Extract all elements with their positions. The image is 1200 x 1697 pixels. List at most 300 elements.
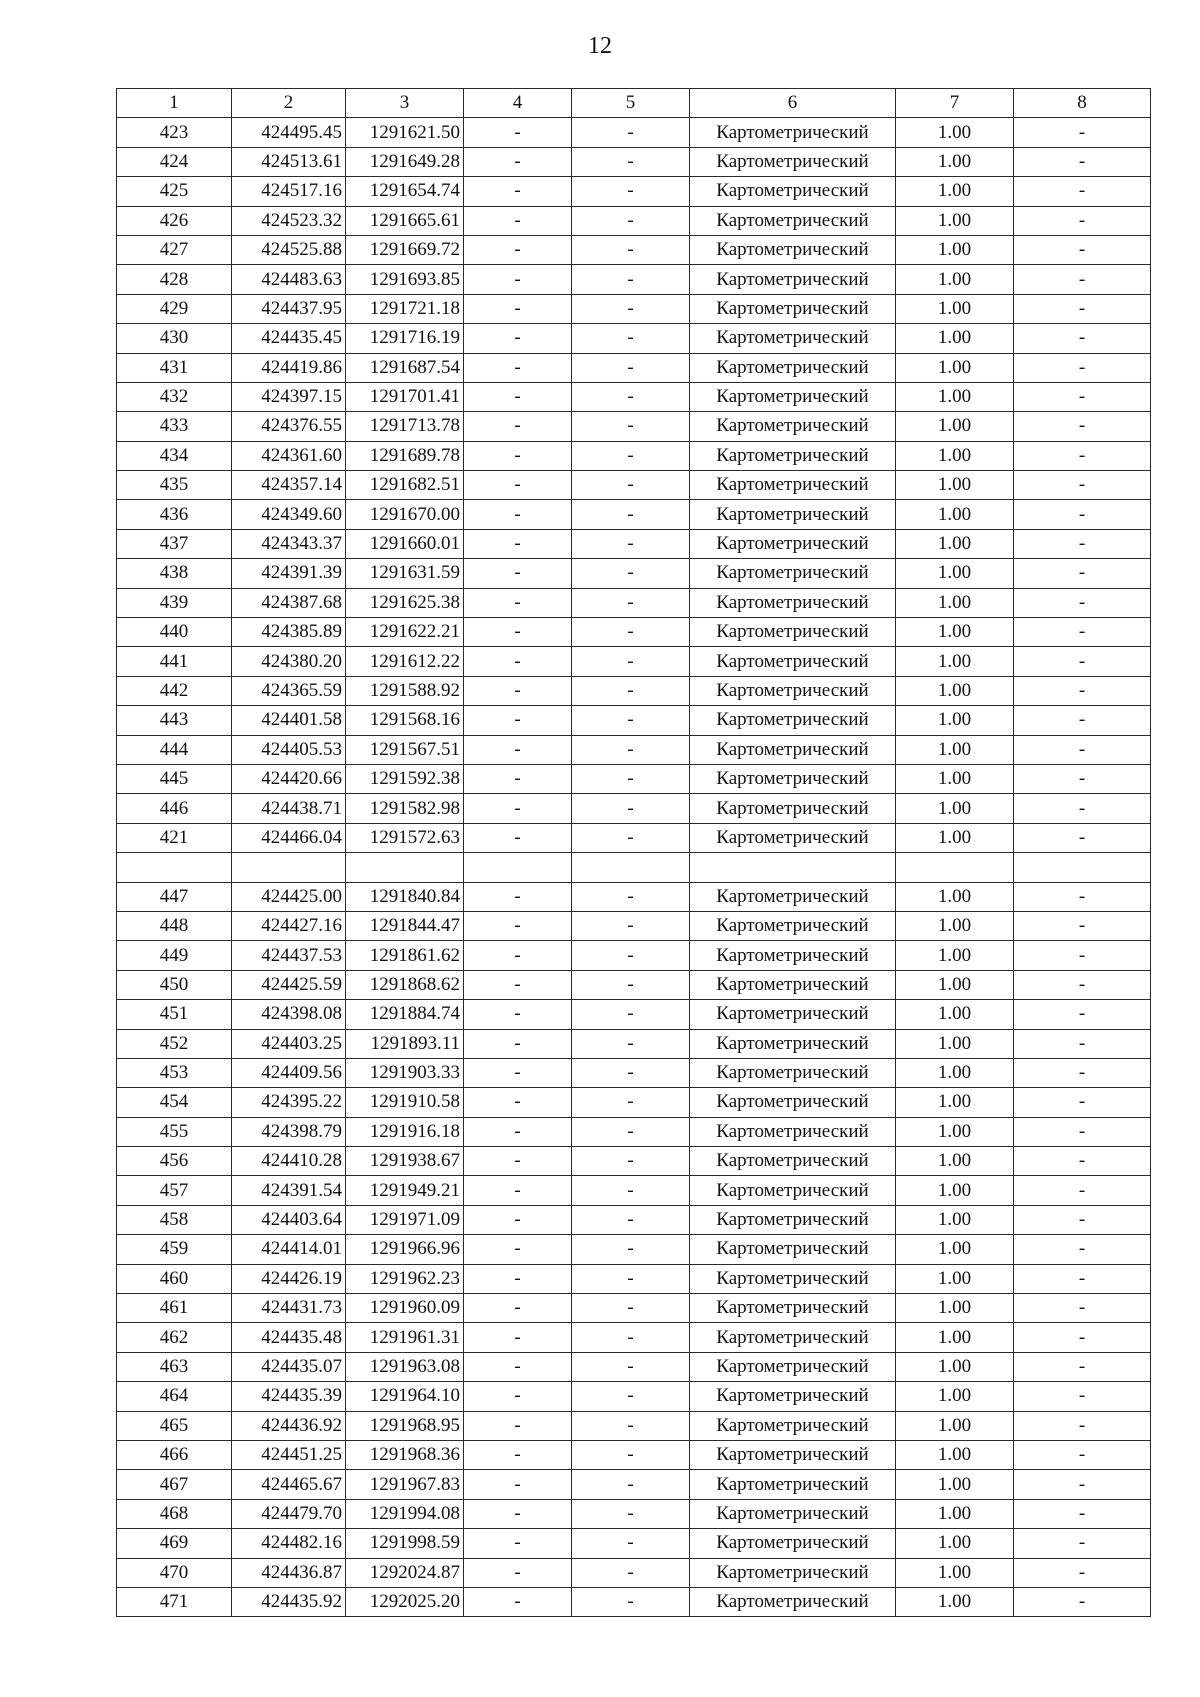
cell-x-coordinate: 424466.04	[232, 823, 346, 852]
cell-y-coordinate: 1291966.96	[346, 1235, 464, 1264]
table-row	[117, 177, 1151, 206]
table-row	[117, 1470, 1151, 1499]
table-row	[117, 1000, 1151, 1029]
cell-method: Картометрический	[690, 647, 896, 676]
table-row	[117, 294, 1151, 323]
cell-method: Картометрический	[690, 794, 896, 823]
cell-point-number: 461	[117, 1294, 232, 1323]
cell-y-coordinate: 1291568.16	[346, 706, 464, 735]
cell-accuracy: 1.00	[896, 1058, 1014, 1087]
cell-x-coordinate: 424482.16	[232, 1529, 346, 1558]
cell-y-coordinate: 1291693.85	[346, 265, 464, 294]
cell-col-4: -	[464, 1117, 572, 1146]
cell-method: Картометрический	[690, 1088, 896, 1117]
cell-method: Картометрический	[690, 941, 896, 970]
cell-col-4: -	[464, 324, 572, 353]
cell-y-coordinate: 1291716.19	[346, 324, 464, 353]
cell-accuracy: 1.00	[896, 941, 1014, 970]
cell-accuracy: 1.00	[896, 911, 1014, 940]
cell-x-coordinate: 424349.60	[232, 500, 346, 529]
cell-col-5: -	[572, 1058, 690, 1087]
cell-col-5: -	[572, 1235, 690, 1264]
cell-x-coordinate: 424385.89	[232, 618, 346, 647]
table-row	[117, 1294, 1151, 1323]
cell-y-coordinate	[346, 853, 464, 882]
cell-accuracy: 1.00	[896, 500, 1014, 529]
cell-x-coordinate: 424398.79	[232, 1117, 346, 1146]
cell-x-coordinate: 424451.25	[232, 1440, 346, 1469]
cell-y-coordinate: 1291884.74	[346, 1000, 464, 1029]
cell-col-8: -	[1014, 1117, 1151, 1146]
cell-y-coordinate: 1291689.78	[346, 441, 464, 470]
cell-col-5: -	[572, 1117, 690, 1146]
cell-col-5: -	[572, 353, 690, 382]
table-row	[117, 1058, 1151, 1087]
cell-y-coordinate: 1291567.51	[346, 735, 464, 764]
table-row	[117, 1382, 1151, 1411]
cell-method: Картометрический	[690, 1323, 896, 1352]
cell-method: Картометрический	[690, 118, 896, 147]
cell-col-4: -	[464, 382, 572, 411]
cell-col-8: -	[1014, 882, 1151, 911]
cell-x-coordinate: 424414.01	[232, 1235, 346, 1264]
cell-accuracy: 1.00	[896, 147, 1014, 176]
cell-point-number: 446	[117, 794, 232, 823]
cell-method: Картометрический	[690, 1235, 896, 1264]
cell-method: Картометрический	[690, 441, 896, 470]
cell-x-coordinate: 424343.37	[232, 529, 346, 558]
cell-col-5: -	[572, 1411, 690, 1440]
cell-x-coordinate: 424435.07	[232, 1352, 346, 1381]
cell-y-coordinate: 1291861.62	[346, 941, 464, 970]
cell-col-8: -	[1014, 1382, 1151, 1411]
cell-col-5: -	[572, 1294, 690, 1323]
cell-col-5: -	[572, 147, 690, 176]
cell-y-coordinate: 1291949.21	[346, 1176, 464, 1205]
cell-x-coordinate: 424425.59	[232, 970, 346, 999]
cell-col-8: -	[1014, 324, 1151, 353]
table-row	[117, 1176, 1151, 1205]
cell-col-4: -	[464, 911, 572, 940]
cell-col-8: -	[1014, 1147, 1151, 1176]
table-row	[117, 1587, 1151, 1616]
cell-point-number: 443	[117, 706, 232, 735]
cell-point-number: 458	[117, 1205, 232, 1234]
cell-accuracy: 1.00	[896, 1264, 1014, 1293]
cell-col-8: -	[1014, 706, 1151, 735]
table-row	[117, 735, 1151, 764]
table-row	[117, 794, 1151, 823]
cell-col-4: -	[464, 1088, 572, 1117]
cell-point-number: 460	[117, 1264, 232, 1293]
cell-col-5: -	[572, 1499, 690, 1528]
cell-col-4: -	[464, 1147, 572, 1176]
table-row	[117, 382, 1151, 411]
cell-col-8: -	[1014, 794, 1151, 823]
cell-x-coordinate: 424420.66	[232, 764, 346, 793]
cell-col-8	[1014, 853, 1151, 882]
cell-accuracy: 1.00	[896, 1176, 1014, 1205]
cell-accuracy: 1.00	[896, 1029, 1014, 1058]
cell-col-4: -	[464, 1029, 572, 1058]
column-header-1: 1	[117, 89, 232, 118]
table-row	[117, 941, 1151, 970]
cell-col-8: -	[1014, 1205, 1151, 1234]
cell-col-8: -	[1014, 382, 1151, 411]
table-row	[117, 706, 1151, 735]
cell-y-coordinate: 1291582.98	[346, 794, 464, 823]
cell-method: Картометрический	[690, 1440, 896, 1469]
table-row	[117, 265, 1151, 294]
cell-x-coordinate: 424419.86	[232, 353, 346, 382]
cell-point-number: 469	[117, 1529, 232, 1558]
cell-method: Картометрический	[690, 177, 896, 206]
cell-col-4: -	[464, 118, 572, 147]
cell-method	[690, 853, 896, 882]
cell-accuracy: 1.00	[896, 559, 1014, 588]
cell-col-5: -	[572, 529, 690, 558]
cell-col-5	[572, 853, 690, 882]
cell-col-8: -	[1014, 941, 1151, 970]
cell-method: Картометрический	[690, 147, 896, 176]
cell-col-5: -	[572, 294, 690, 323]
cell-col-8: -	[1014, 1294, 1151, 1323]
cell-col-5: -	[572, 1323, 690, 1352]
cell-method: Картометрический	[690, 1470, 896, 1499]
table-row	[117, 911, 1151, 940]
cell-x-coordinate: 424525.88	[232, 235, 346, 264]
cell-col-8: -	[1014, 1029, 1151, 1058]
cell-col-8: -	[1014, 676, 1151, 705]
cell-col-8: -	[1014, 735, 1151, 764]
cell-x-coordinate: 424403.64	[232, 1205, 346, 1234]
cell-accuracy: 1.00	[896, 1529, 1014, 1558]
cell-point-number: 425	[117, 177, 232, 206]
cell-col-4: -	[464, 177, 572, 206]
cell-point-number: 456	[117, 1147, 232, 1176]
cell-x-coordinate: 424435.48	[232, 1323, 346, 1352]
cell-col-8: -	[1014, 1587, 1151, 1616]
cell-x-coordinate: 424401.58	[232, 706, 346, 735]
cell-col-5: -	[572, 265, 690, 294]
cell-point-number: 463	[117, 1352, 232, 1381]
cell-accuracy: 1.00	[896, 265, 1014, 294]
cell-col-4: -	[464, 412, 572, 441]
cell-point-number: 470	[117, 1558, 232, 1587]
cell-col-8: -	[1014, 1529, 1151, 1558]
cell-point-number: 429	[117, 294, 232, 323]
cell-y-coordinate: 1291682.51	[346, 471, 464, 500]
cell-col-8: -	[1014, 911, 1151, 940]
cell-accuracy: 1.00	[896, 529, 1014, 558]
cell-col-5: -	[572, 235, 690, 264]
cell-point-number: 459	[117, 1235, 232, 1264]
cell-col-4: -	[464, 588, 572, 617]
cell-method: Картометрический	[690, 1294, 896, 1323]
table-row	[117, 1352, 1151, 1381]
cell-y-coordinate: 1291665.61	[346, 206, 464, 235]
cell-accuracy: 1.00	[896, 471, 1014, 500]
cell-point-number: 432	[117, 382, 232, 411]
cell-y-coordinate: 1292024.87	[346, 1558, 464, 1587]
cell-point-number: 471	[117, 1587, 232, 1616]
cell-col-4: -	[464, 1323, 572, 1352]
cell-col-4: -	[464, 1558, 572, 1587]
cell-x-coordinate: 424435.92	[232, 1587, 346, 1616]
cell-method: Картометрический	[690, 412, 896, 441]
cell-point-number: 464	[117, 1382, 232, 1411]
cell-col-8: -	[1014, 529, 1151, 558]
cell-y-coordinate: 1291625.38	[346, 588, 464, 617]
cell-accuracy: 1.00	[896, 823, 1014, 852]
cell-y-coordinate: 1291721.18	[346, 294, 464, 323]
cell-method: Картометрический	[690, 235, 896, 264]
cell-accuracy: 1.00	[896, 1352, 1014, 1381]
cell-y-coordinate: 1291670.00	[346, 500, 464, 529]
column-header-3: 3	[346, 89, 464, 118]
cell-col-4: -	[464, 1176, 572, 1205]
cell-point-number: 426	[117, 206, 232, 235]
cell-col-8: -	[1014, 1235, 1151, 1264]
cell-y-coordinate: 1291572.63	[346, 823, 464, 852]
table-row	[117, 1264, 1151, 1293]
cell-point-number: 433	[117, 412, 232, 441]
cell-accuracy: 1.00	[896, 177, 1014, 206]
cell-col-4: -	[464, 1587, 572, 1616]
cell-method: Картометрический	[690, 1352, 896, 1381]
cell-col-4	[464, 853, 572, 882]
cell-point-number: 445	[117, 764, 232, 793]
cell-accuracy: 1.00	[896, 324, 1014, 353]
cell-method: Картометрический	[690, 1029, 896, 1058]
cell-col-5: -	[572, 177, 690, 206]
cell-col-5: -	[572, 706, 690, 735]
cell-col-5: -	[572, 1264, 690, 1293]
cell-col-5: -	[572, 1088, 690, 1117]
cell-col-8: -	[1014, 412, 1151, 441]
cell-col-5: -	[572, 1176, 690, 1205]
table-row	[117, 500, 1151, 529]
cell-y-coordinate: 1291994.08	[346, 1499, 464, 1528]
cell-point-number: 440	[117, 618, 232, 647]
cell-col-5: -	[572, 911, 690, 940]
cell-col-8: -	[1014, 970, 1151, 999]
table-row	[117, 618, 1151, 647]
cell-col-8: -	[1014, 1058, 1151, 1087]
cell-col-8: -	[1014, 1088, 1151, 1117]
table-row	[117, 1088, 1151, 1117]
cell-y-coordinate: 1291961.31	[346, 1323, 464, 1352]
cell-y-coordinate: 1291960.09	[346, 1294, 464, 1323]
cell-method: Картометрический	[690, 735, 896, 764]
cell-method: Картометрический	[690, 911, 896, 940]
cell-accuracy: 1.00	[896, 794, 1014, 823]
cell-y-coordinate: 1291713.78	[346, 412, 464, 441]
cell-method: Картометрический	[690, 1058, 896, 1087]
cell-col-4: -	[464, 471, 572, 500]
cell-x-coordinate: 424479.70	[232, 1499, 346, 1528]
cell-x-coordinate: 424376.55	[232, 412, 346, 441]
cell-accuracy: 1.00	[896, 1411, 1014, 1440]
cell-col-8: -	[1014, 1440, 1151, 1469]
cell-col-5: -	[572, 941, 690, 970]
cell-method: Картометрический	[690, 500, 896, 529]
table-row	[117, 1411, 1151, 1440]
cell-col-8: -	[1014, 1352, 1151, 1381]
cell-x-coordinate	[232, 853, 346, 882]
cell-accuracy: 1.00	[896, 1147, 1014, 1176]
cell-accuracy: 1.00	[896, 735, 1014, 764]
cell-col-8: -	[1014, 1000, 1151, 1029]
cell-method: Картометрический	[690, 294, 896, 323]
cell-col-5: -	[572, 1529, 690, 1558]
cell-y-coordinate: 1291660.01	[346, 529, 464, 558]
cell-col-8: -	[1014, 265, 1151, 294]
cell-point-number: 457	[117, 1176, 232, 1205]
cell-col-4: -	[464, 1205, 572, 1234]
cell-x-coordinate: 424365.59	[232, 676, 346, 705]
cell-col-4: -	[464, 1411, 572, 1440]
cell-col-4: -	[464, 618, 572, 647]
cell-x-coordinate: 424435.45	[232, 324, 346, 353]
cell-col-5: -	[572, 823, 690, 852]
cell-col-4: -	[464, 794, 572, 823]
cell-point-number: 434	[117, 441, 232, 470]
cell-col-4: -	[464, 882, 572, 911]
table-row	[117, 1205, 1151, 1234]
table-row	[117, 147, 1151, 176]
cell-y-coordinate: 1291622.21	[346, 618, 464, 647]
table-row	[117, 823, 1151, 852]
cell-accuracy: 1.00	[896, 441, 1014, 470]
cell-y-coordinate: 1291701.41	[346, 382, 464, 411]
cell-point-number: 452	[117, 1029, 232, 1058]
cell-accuracy: 1.00	[896, 588, 1014, 617]
cell-method: Картометрический	[690, 559, 896, 588]
cell-method: Картометрический	[690, 1264, 896, 1293]
cell-col-5: -	[572, 588, 690, 617]
cell-y-coordinate: 1291840.84	[346, 882, 464, 911]
cell-method: Картометрический	[690, 970, 896, 999]
cell-method: Картометрический	[690, 882, 896, 911]
cell-col-8: -	[1014, 618, 1151, 647]
cell-col-4: -	[464, 706, 572, 735]
cell-point-number: 427	[117, 235, 232, 264]
cell-y-coordinate: 1291964.10	[346, 1382, 464, 1411]
cell-y-coordinate: 1291962.23	[346, 1264, 464, 1293]
table-row	[117, 853, 1151, 882]
table-row	[117, 1558, 1151, 1587]
table-row	[117, 412, 1151, 441]
cell-col-8: -	[1014, 1323, 1151, 1352]
cell-point-number: 430	[117, 324, 232, 353]
cell-col-8: -	[1014, 1470, 1151, 1499]
cell-y-coordinate: 1291963.08	[346, 1352, 464, 1381]
table-row	[117, 1499, 1151, 1528]
cell-col-8: -	[1014, 647, 1151, 676]
cell-y-coordinate: 1292025.20	[346, 1587, 464, 1616]
cell-accuracy: 1.00	[896, 1382, 1014, 1411]
cell-x-coordinate: 424361.60	[232, 441, 346, 470]
cell-method: Картометрический	[690, 1587, 896, 1616]
cell-col-4: -	[464, 1499, 572, 1528]
table-row	[117, 970, 1151, 999]
cell-col-5: -	[572, 441, 690, 470]
cell-accuracy: 1.00	[896, 1323, 1014, 1352]
cell-x-coordinate: 424437.95	[232, 294, 346, 323]
cell-col-5: -	[572, 412, 690, 441]
cell-y-coordinate: 1291588.92	[346, 676, 464, 705]
cell-col-8: -	[1014, 353, 1151, 382]
cell-method: Картометрический	[690, 265, 896, 294]
cell-col-8: -	[1014, 764, 1151, 793]
table-row	[117, 676, 1151, 705]
table-row	[117, 1117, 1151, 1146]
cell-col-4: -	[464, 941, 572, 970]
cell-point-number: 428	[117, 265, 232, 294]
cell-accuracy: 1.00	[896, 1294, 1014, 1323]
cell-point-number: 448	[117, 911, 232, 940]
cell-accuracy: 1.00	[896, 1558, 1014, 1587]
cell-point-number: 424	[117, 147, 232, 176]
cell-method: Картометрический	[690, 1529, 896, 1558]
cell-x-coordinate: 424391.54	[232, 1176, 346, 1205]
cell-col-8: -	[1014, 588, 1151, 617]
cell-y-coordinate: 1291968.95	[346, 1411, 464, 1440]
cell-col-8: -	[1014, 823, 1151, 852]
cell-y-coordinate: 1291621.50	[346, 118, 464, 147]
cell-method: Картометрический	[690, 471, 896, 500]
cell-col-8: -	[1014, 1176, 1151, 1205]
table-row	[117, 1529, 1151, 1558]
cell-point-number: 435	[117, 471, 232, 500]
cell-accuracy: 1.00	[896, 882, 1014, 911]
cell-col-8: -	[1014, 471, 1151, 500]
cell-method: Картометрический	[690, 1382, 896, 1411]
cell-col-8: -	[1014, 235, 1151, 264]
cell-x-coordinate: 424391.39	[232, 559, 346, 588]
cell-x-coordinate: 424483.63	[232, 265, 346, 294]
cell-x-coordinate: 424409.56	[232, 1058, 346, 1087]
cell-accuracy: 1.00	[896, 382, 1014, 411]
cell-y-coordinate: 1291654.74	[346, 177, 464, 206]
cell-y-coordinate: 1291938.67	[346, 1147, 464, 1176]
cell-col-4: -	[464, 1440, 572, 1469]
cell-method: Картометрический	[690, 706, 896, 735]
cell-x-coordinate: 424495.45	[232, 118, 346, 147]
cell-x-coordinate: 424405.53	[232, 735, 346, 764]
cell-method: Картометрический	[690, 1205, 896, 1234]
cell-x-coordinate: 424397.15	[232, 382, 346, 411]
cell-col-4: -	[464, 735, 572, 764]
cell-accuracy	[896, 853, 1014, 882]
cell-accuracy: 1.00	[896, 676, 1014, 705]
cell-col-8: -	[1014, 1264, 1151, 1293]
table-row	[117, 1029, 1151, 1058]
cell-y-coordinate: 1291998.59	[346, 1529, 464, 1558]
cell-y-coordinate: 1291669.72	[346, 235, 464, 264]
cell-accuracy: 1.00	[896, 1235, 1014, 1264]
column-header-7: 7	[896, 89, 1014, 118]
cell-x-coordinate: 424380.20	[232, 647, 346, 676]
coordinates-table	[116, 88, 1151, 1617]
cell-col-4: -	[464, 1529, 572, 1558]
cell-col-5: -	[572, 764, 690, 793]
cell-col-5: -	[572, 1000, 690, 1029]
cell-x-coordinate: 424435.39	[232, 1382, 346, 1411]
table-row	[117, 1235, 1151, 1264]
cell-accuracy: 1.00	[896, 1470, 1014, 1499]
